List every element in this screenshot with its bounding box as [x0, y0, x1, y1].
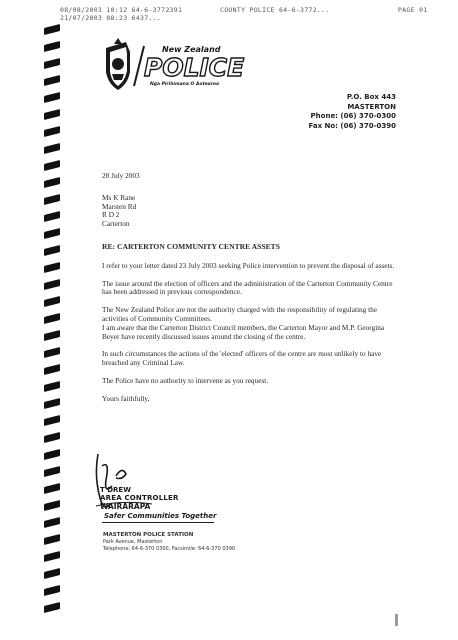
fax-header-right: PAGE 01 [398, 6, 428, 14]
signatory-name: T DREW [100, 486, 131, 494]
recipient-line: Ms K Rane [102, 192, 136, 202]
footer-station-name: MASTERTON POLICE STATION [103, 532, 194, 538]
fax-header-left: 08/08/2003 10:12 64-6-3772391 [60, 6, 183, 14]
logo-brand-large: POLICE [144, 53, 245, 82]
fax-header-center: COUNTY POLICE 64-6-3772... [220, 6, 330, 14]
spiral-binding [44, 26, 62, 626]
tagline-divider [102, 522, 214, 523]
police-badge-icon [106, 38, 130, 90]
po-box: P.O. Box 443 [346, 93, 396, 101]
letterhead-address [308, 93, 396, 131]
letter-paragraph: The Police have no authority to intervene as you request. [102, 375, 269, 385]
logo-brand-small: New Zealand [162, 45, 221, 54]
fax-header-left-line2: 21/07/2003 08:23 6437... [60, 14, 162, 22]
letter-body [102, 172, 398, 404]
letter-paragraph: The issue around the election of officers and the administration of the Carterton Community Centre has been addressed in previous correspondence. [102, 278, 393, 297]
recipient-line: R D 2 [102, 210, 120, 220]
signatory-title: AREA CONTROLLER [100, 494, 179, 502]
letter-paragraph: I refer to your letter dated 23 July 2003 seeking Police intervention to prevent the disposal of assets. [102, 260, 395, 270]
recipient-line: Marsten Rd [102, 201, 137, 211]
footer-street: Park Avenue, Masterton [103, 539, 163, 545]
signatory-region: WAIRARAPA [100, 502, 151, 511]
footer-contact: Telephone: 64-6-370 0300, Facsimile: 64-6-370 0390 [103, 546, 236, 552]
phone-number: Phone: (06) 370-0300 [310, 112, 396, 120]
letter-paragraph: The New Zealand Police are not the authority charged with the responsibility of regulating the activities of Community Committees. [102, 305, 378, 323]
letter-closing: Yours faithfully, [102, 393, 150, 403]
address-town: MASTERTON [347, 102, 396, 111]
letter-subject: RE: CARTERTON COMMUNITY CENTRE ASSETS [102, 241, 280, 251]
station-footer [103, 531, 235, 553]
logo-motto: Nga Pirihimana O Aotearoa [150, 82, 220, 87]
fax-number: Fax No: (06) 370-0390 [308, 121, 396, 130]
letter-paragraph: I am aware that the Carterton District Council members, the Carterton Mayor and M.P. Georgina Beyer have recently discussed issues around the closing of the centre. [102, 322, 385, 341]
fax-transmission-header [60, 6, 440, 28]
nz-police-logo [100, 38, 260, 94]
police-tagline: Safer Communities Together [104, 512, 217, 520]
page-edge-mark [395, 614, 398, 626]
recipient-address [102, 194, 398, 229]
recipient-line: Carterton [102, 219, 130, 229]
letter-date: 28 July 2003 [102, 171, 140, 180]
letter-paragraph: In such circumstances the actions of the 'elected' officers of the centre are most unlikely to have breached any Criminal Law. [102, 349, 382, 368]
signatory-block [100, 486, 179, 511]
